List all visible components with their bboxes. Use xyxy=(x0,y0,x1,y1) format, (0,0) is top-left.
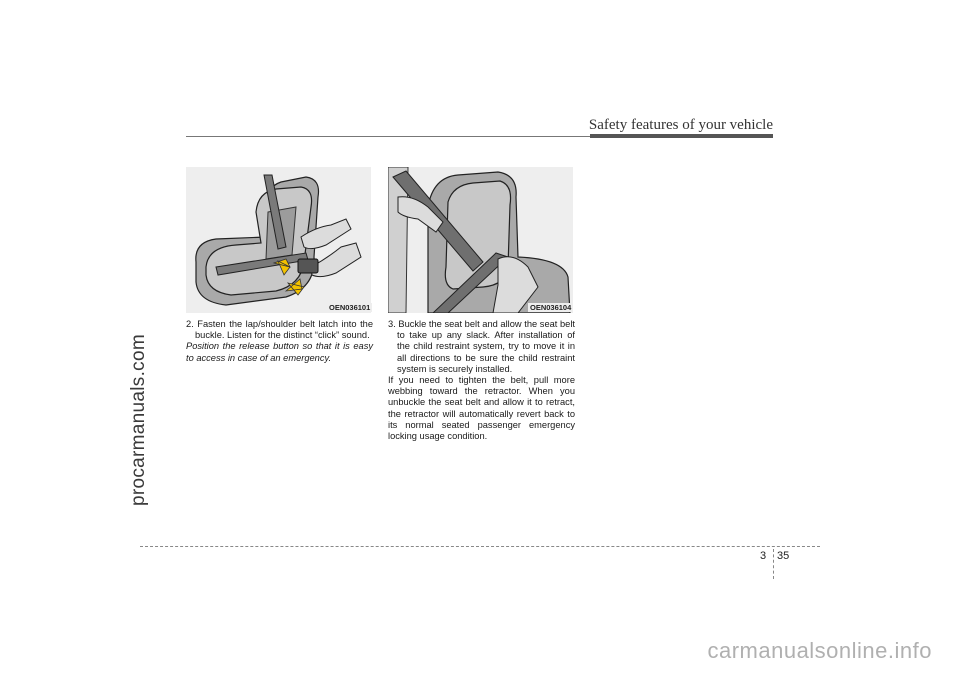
chapter-number: 3 xyxy=(760,550,767,562)
figure-buckle-latch xyxy=(186,167,371,313)
side-watermark: procarmanuals.com xyxy=(128,334,149,506)
header-rule-thin xyxy=(186,136,590,137)
header-rule-thick xyxy=(590,134,773,138)
bottom-watermark: carmanualsonline.info xyxy=(707,638,932,663)
figure-code-b: OEN036104 xyxy=(530,303,572,312)
buckle-latch-illustration xyxy=(186,167,371,313)
tighten-belt-paragraph: If you need to tighten the belt, pull more webbing toward the retractor. When you unbuckle the seat belt and allow it to retract, the retractor will automatically revert back to its normal seated passenger emergency locking usage condition. xyxy=(388,375,575,442)
right-column xyxy=(388,319,575,442)
figure-tighten-belt xyxy=(388,167,573,313)
step-2-text: 2. Fasten the lap/shoulder belt latch into the buckle. Listen for the distinct “click” sound. xyxy=(186,319,373,341)
footer-rule xyxy=(140,546,820,547)
release-button-note: Position the release button so that it is easy to access in case of an emergency. xyxy=(186,341,373,363)
footer-divider xyxy=(773,549,774,579)
page-number: 35 xyxy=(777,550,790,562)
section-title: Safety features of your vehicle xyxy=(588,117,773,133)
left-column xyxy=(186,319,373,364)
figure-code-a: OEN036101 xyxy=(329,303,371,312)
step-3-text: 3. Buckle the seat belt and allow the seat belt to take up any slack. After installation of the child restraint system, try to move it in all directions to be sure the child restraint system is securely installed. xyxy=(388,319,575,374)
tighten-belt-illustration xyxy=(388,167,573,313)
